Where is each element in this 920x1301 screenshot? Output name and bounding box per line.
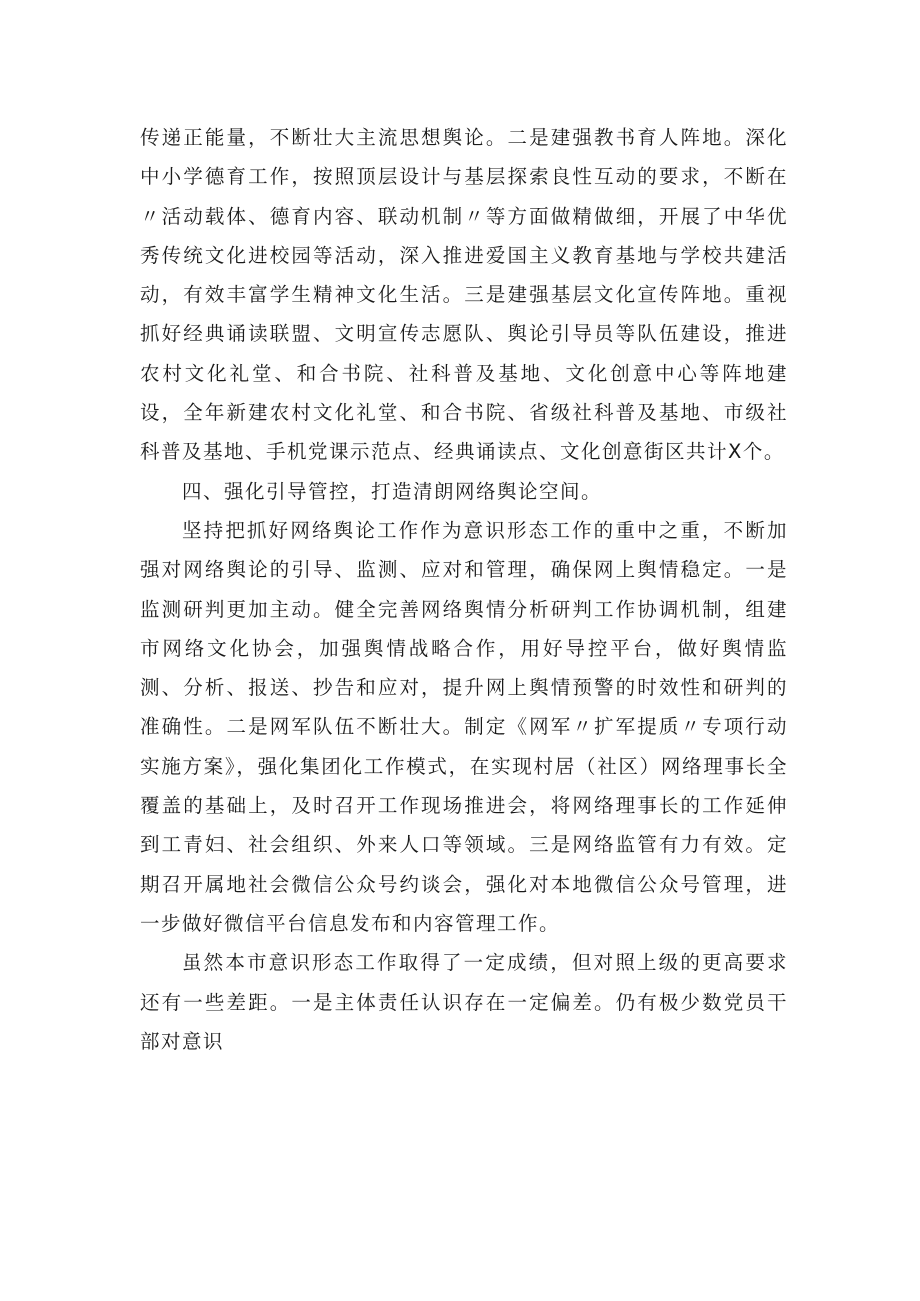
document-body <box>140 118 788 1061</box>
paragraph-continuation: 传递正能量，不断壮大主流思想舆论。二是建强教书育人阵地。深化中小学德育工作，按照顶层设计与基层探索良性互动的要求，不断在〃活动载体、德育内容、联动机制〃等方面做精做细，开展了中华优秀传统文化进校园等活动，深入推进爱国主义教育基地与学校共建活动，有效丰富学生精神文化生活。三是建强基层文化宣传阵地。重视抓好经典诵读联盟、文明宣传志愿队、舆论引导员等队伍建设，推进农村文化礼堂、和合书院、社科普及基地、文化创意中心等阵地建设，全年新建农村文化礼堂、和合书院、省级社科普及基地、市级社科普及基地、手机党课示范点、经典诵读点、文化创意街区共计X个。 <box>140 126 788 464</box>
paragraph-network-opinion: 坚持把抓好网络舆论工作作为意识形态工作的重中之重，不断加强对网络舆论的引导、监测、应对和管理，确保网上舆情稳定。一是监测研判更加主动。健全完善网络舆情分析研判工作协调机制，组建市网络文化协会，加强舆情战略合作，用好导控平台，做好舆情监测、分析、报送、抄告和应对，提升网上舆情预警的时效性和研判的准确性。二是网军队伍不断壮大。制定《网军〃扩军提质〃专项行动实施方案》，强化集团化工作模式，在实现村居（社区）网络理事长全覆盖的基础上，及时召开工作现场推进会，将网络理事长的工作延伸到工青妇、社会组织、外来人口等领域。三是网络监管有力有效。定期召开属地社会微信公众号约谈会，强化对本地微信公众号管理，进一步做好微信平台信息发布和内容管理工作。 <box>140 518 788 935</box>
section-heading: 四、强化引导管控，打造清朗网络舆论空间。 <box>182 479 603 503</box>
paragraph-shortcomings: 虽然本市意识形态工作取得了一定成绩，但对照上级的更高要求还有一些差距。一是主体责任认识存在一定偏差。仍有极少数党员干部对意识 <box>140 951 788 1053</box>
